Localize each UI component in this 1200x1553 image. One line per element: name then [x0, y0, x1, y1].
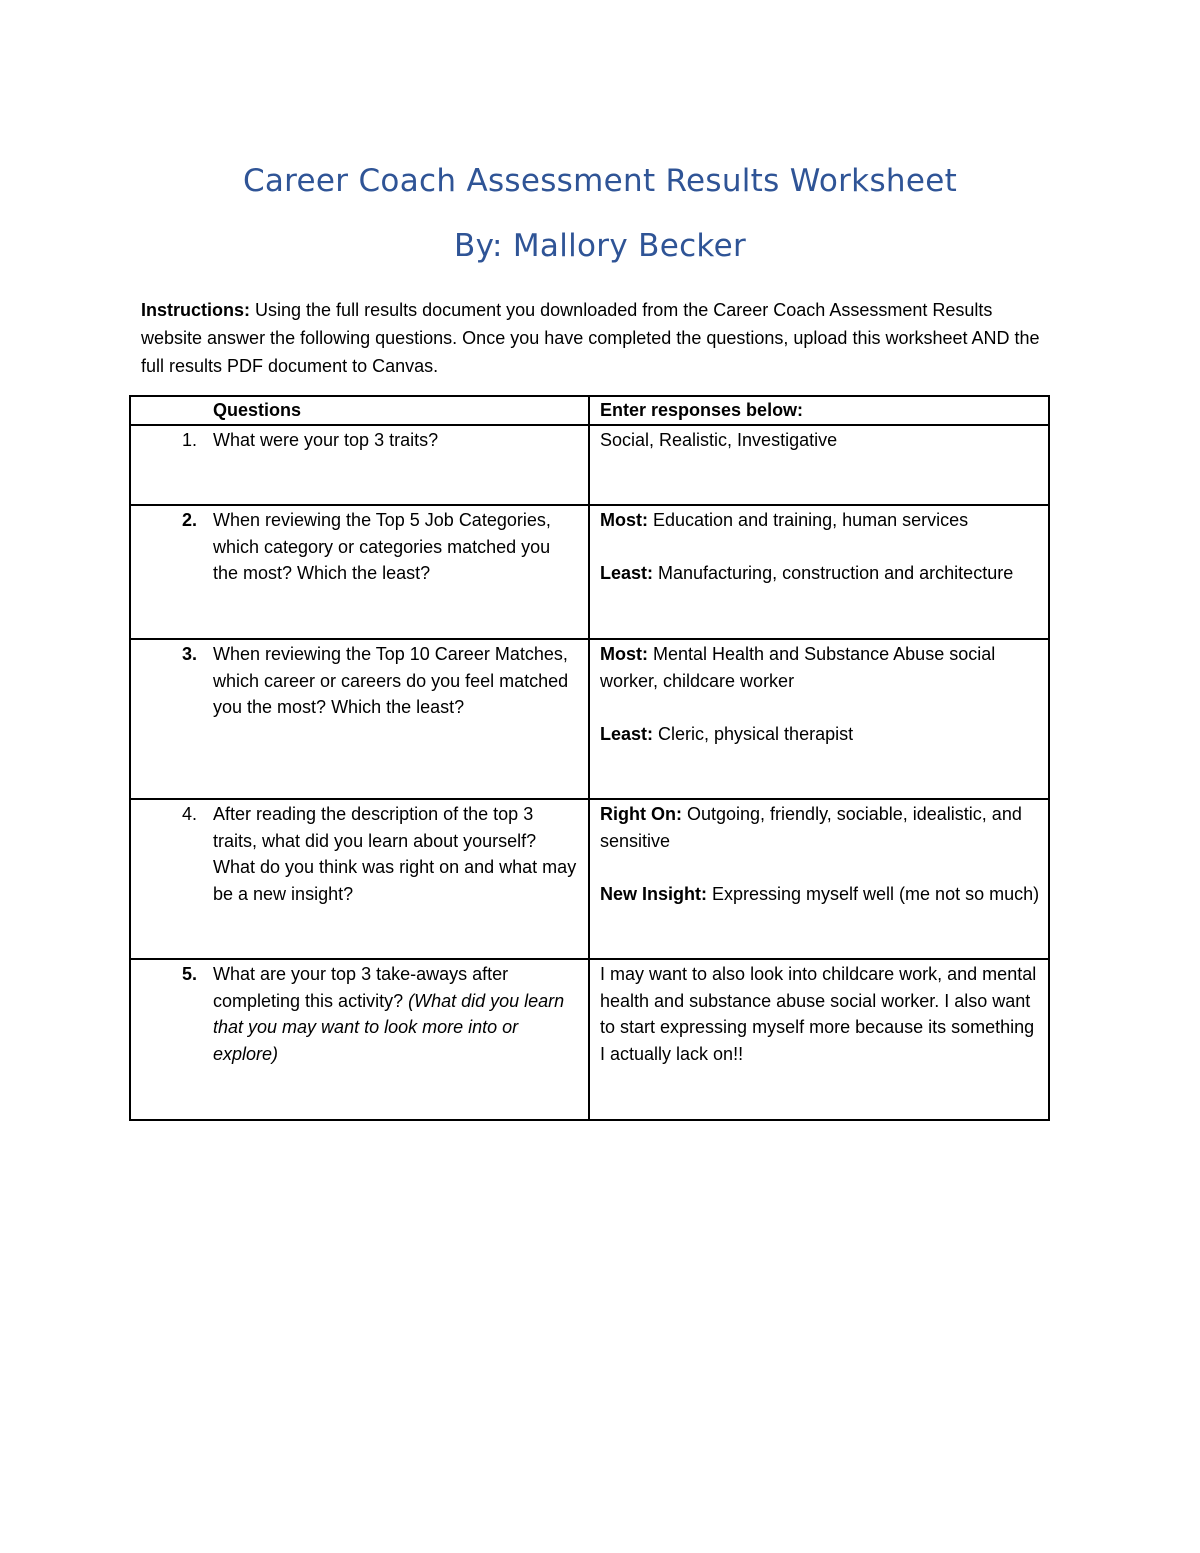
- table-row: [130, 959, 1049, 1120]
- document-author: By: Mallory Becker: [454, 228, 746, 264]
- new-insight-label: New Insight:: [600, 883, 707, 904]
- response-text: I may want to also look into childcare work, and mental health and substance abuse social worker. I also want to start expressing myself more because its something I actually lack on!!: [600, 964, 1037, 1064]
- least-label: Least:: [600, 563, 654, 583]
- question-text: When reviewing the Top 10 Career Matches, which career or careers do you feel matched you the most? Which the least?: [213, 644, 569, 717]
- question-text: What are your top 3 take-aways after completing this activity?: [213, 964, 509, 1011]
- instructions-label: Instructions:: [141, 300, 251, 320]
- most-text: Mental Health and Substance Abuse social worker, childcare worker: [600, 644, 996, 691]
- response-cell: [589, 959, 1049, 1120]
- least-text: Cleric, physical therapist: [653, 723, 854, 744]
- question-text: When reviewing the Top 5 Job Categories, which category or categories matched you the most? Which the least?: [213, 510, 551, 583]
- new-insight-text: Expressing myself well (me not so much): [707, 883, 1040, 904]
- question-cell: [130, 639, 589, 799]
- document-title: Career Coach Assessment Results Worksheet: [242, 163, 958, 199]
- responses-header: Enter responses below:: [589, 396, 1049, 425]
- question-number: 4.: [181, 804, 197, 824]
- least-label: Least:: [600, 723, 654, 744]
- question-number: 3.: [181, 644, 197, 664]
- right-on-text: Outgoing, friendly, sociable, idealistic, and sensitive: [600, 804, 1022, 851]
- response-cell: [589, 425, 1049, 505]
- response-text: Social, Realistic, Investigative: [600, 430, 838, 450]
- most-label: Most:: [600, 510, 648, 530]
- response-new-insight: [600, 881, 1040, 908]
- table-row: [130, 425, 1049, 505]
- question-italic-text: (What did you learn that you may want to look more into or explore): [213, 990, 565, 1064]
- question-number: 2.: [181, 510, 197, 530]
- question-number: 1.: [181, 430, 197, 450]
- response-cell: [589, 639, 1049, 799]
- question-cell: [130, 505, 589, 639]
- response-least: [600, 560, 1040, 587]
- instructions-paragraph: [141, 296, 1051, 380]
- question-number: 5.: [181, 964, 197, 984]
- questions-table: [129, 395, 1050, 1121]
- question-cell: [130, 799, 589, 959]
- response-right-on: [600, 801, 1040, 854]
- response-least: [600, 721, 1040, 748]
- question-text: After reading the description of the top 3 traits, what did you learn about yourself? What do you think was right on and what may be a new insight?: [213, 804, 577, 904]
- most-label: Most:: [600, 644, 648, 664]
- least-text: Manufacturing, construction and architecture: [653, 563, 1014, 583]
- right-on-label: Right On:: [600, 804, 682, 824]
- most-text: Education and training, human services: [648, 510, 969, 530]
- question-cell: [130, 425, 589, 505]
- response-most: [600, 641, 1040, 694]
- table-row: [130, 639, 1049, 799]
- response-most: [600, 507, 1040, 534]
- table-header-row: [130, 396, 1049, 425]
- question-text: What were your top 3 traits?: [213, 430, 439, 450]
- question-cell: [130, 959, 589, 1120]
- table-row: [130, 505, 1049, 639]
- instructions-text: Using the full results document you downloaded from the Career Coach Assessment Results website answer the following questions. Once you have completed the questions, upload this worksheet AND the full results PDF document to Canvas.: [141, 300, 1040, 376]
- table-row: [130, 799, 1049, 959]
- response-cell: [589, 799, 1049, 959]
- questions-header: Questions: [130, 396, 589, 425]
- response-cell: [589, 505, 1049, 639]
